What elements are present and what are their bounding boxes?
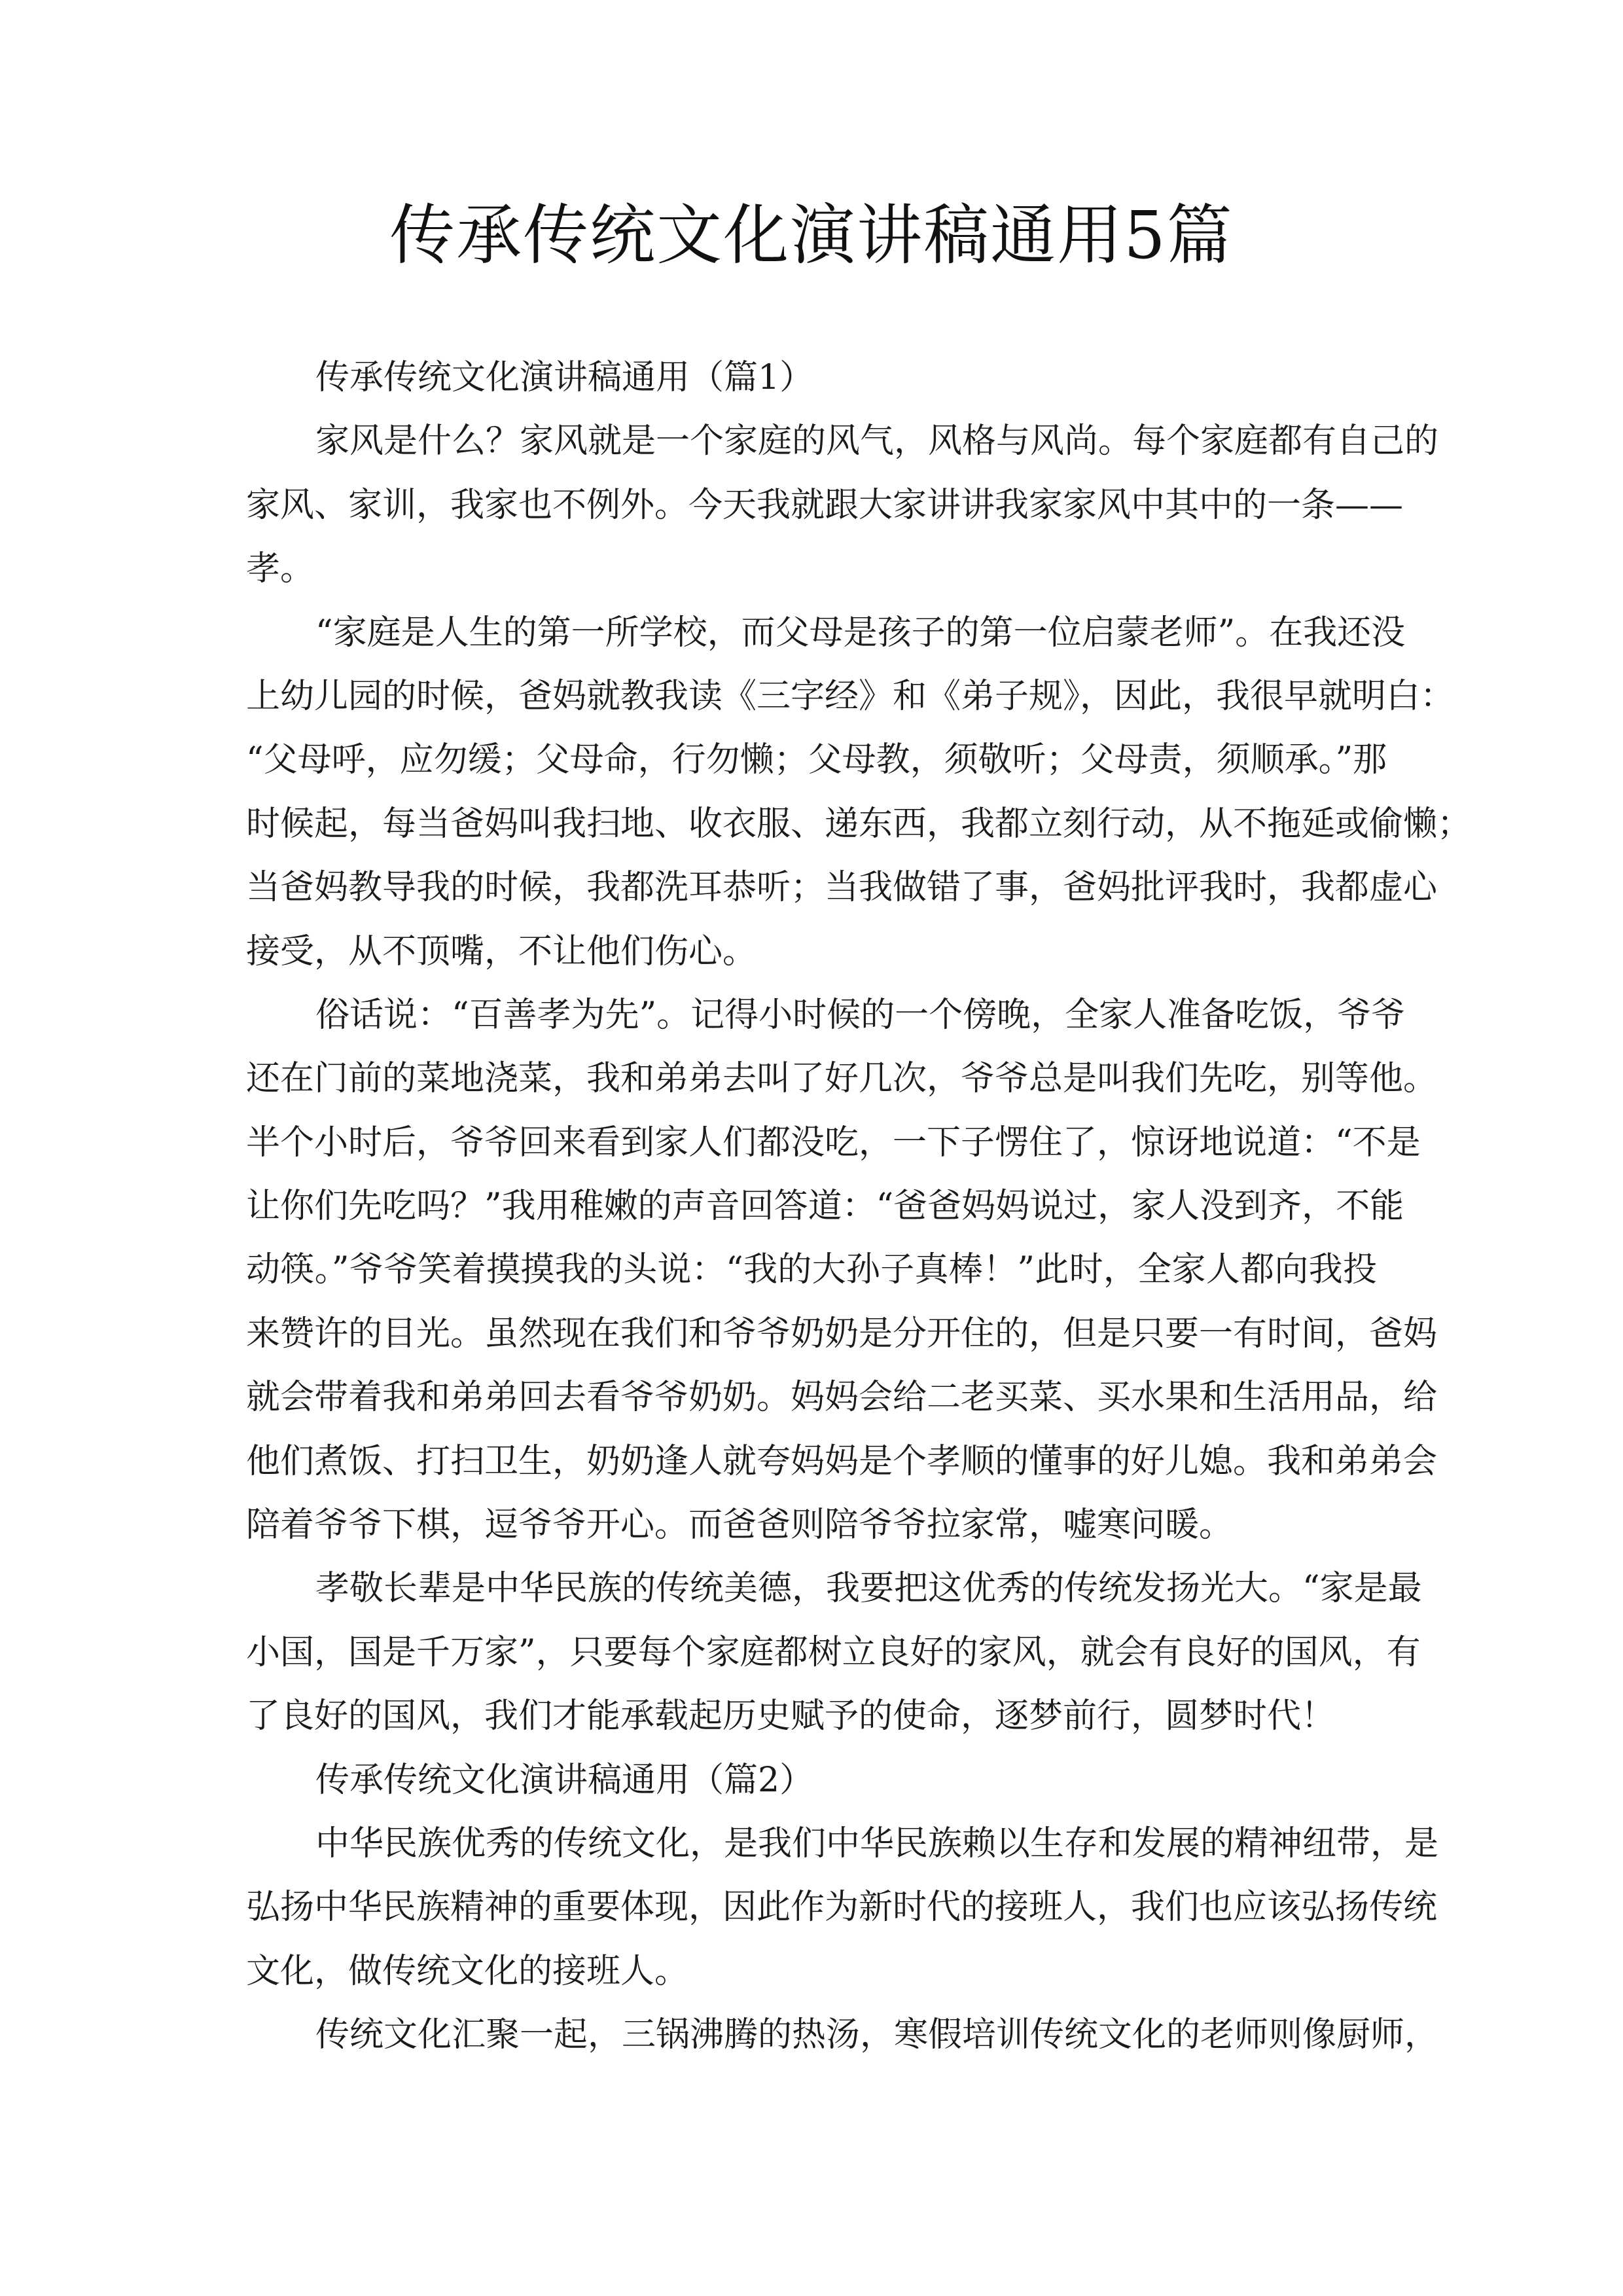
paragraph-line: 还在门前的菜地浇菜，我和弟弟去叫了好几次，爷爷总是叫我们先吃，别等他。 — [246, 1059, 1438, 1099]
paragraph-line: 动筷。”爷爷笑着摸摸我的头说：“我的大孙子真棒！”此时，全家人都向我投 — [246, 1250, 1377, 1290]
paragraph-line: 了良好的国风，我们才能承载起历史赋予的使命，逐梦前行，圆梦时代！ — [246, 1696, 1336, 1736]
paragraph-line: 中华民族优秀的传统文化，是我们中华民族赖以生存和发展的精神纽带，是 — [315, 1823, 1439, 1863]
paragraph-line: 弘扬中华民族精神的重要体现，因此作为新时代的接班人，我们也应该弘扬传统 — [246, 1888, 1438, 1928]
paragraph-line: 半个小时后，爷爷回来看到家人们都没吃，一下子愣住了，惊讶地说道：“不是 — [246, 1122, 1421, 1162]
paragraph-line: “父母呼，应勿缓；父母命，行勿懒；父母教，须敬听；父母责，须顺承。”那 — [246, 740, 1387, 780]
paragraph-line: 小国，国是千万家”，只要每个家庭都树立良好的家风，就会有良好的国风，有 — [246, 1632, 1421, 1672]
paragraph — [246, 1557, 1422, 1748]
paragraph-line: 就会带着我和弟弟回去看爷爷奶奶。妈妈会给二老买菜、买水果和生活用品，给 — [246, 1378, 1438, 1418]
paragraph-line: 传统文化汇聚一起，三锅沸腾的热汤，寒假培训传统文化的老师则像厨师， — [315, 2015, 1439, 2055]
paragraph-line: 当爸妈教导我的时候，我都洗耳恭听；当我做错了事，爸妈批评我时，我都虚心 — [246, 868, 1438, 908]
paragraph — [246, 410, 1439, 601]
paragraph-line: 文化，做传统文化的接班人。 — [246, 1951, 689, 1991]
paragraph-line: 孝。 — [246, 549, 315, 589]
paragraph-line: 家风、家训，我家也不例外。今天我就跟大家讲讲我家家风中其中的一条—— — [246, 485, 1404, 525]
paragraph-line: 上幼儿园的时候，爸妈就教我读《三字经》和《弟子规》，因此，我很早就明白： — [246, 676, 1455, 716]
paragraph-line: 俗话说：“百善孝为先”。记得小时候的一个傍晚，全家人准备吃饭，爷爷 — [315, 995, 1406, 1035]
document-body — [246, 346, 1472, 2068]
section-heading — [246, 1749, 1377, 1812]
paragraph-line: 让你们先吃吗？”我用稚嫩的声音回答道：“爸爸妈妈说过，家人没到齐，不能 — [246, 1187, 1404, 1227]
paragraph-line: 时候起，每当爸妈叫我扫地、收衣服、递东西，我都立刻行动，从不拖延或偷懒； — [246, 804, 1472, 844]
paragraph — [246, 2003, 1439, 2067]
paragraph-line: “家庭是人生的第一所学校，而父母是孩子的第一位启蒙老师”。在我还没 — [315, 613, 1406, 653]
paragraph-line: 他们煮饭、打扫卫生，奶奶逢人就夸妈妈是个孝顺的懂事的好儿媳。我和弟弟会 — [246, 1441, 1438, 1481]
paragraph-line: 来赞许的目光。虽然现在我们和爷爷奶奶是分开住的，但是只要一有时间，爸妈 — [246, 1314, 1438, 1354]
section-heading — [246, 346, 1377, 410]
heading-text: 传承传统文化演讲稿通用（篇2） — [315, 1760, 814, 1800]
paragraph — [246, 1812, 1439, 2003]
paragraph — [246, 984, 1438, 1558]
document-title: 传承传统文化演讲稿通用5篇 — [389, 197, 1234, 274]
heading-text: 传承传统文化演讲稿通用（篇1） — [315, 358, 814, 397]
paragraph-line: 孝敬长辈是中华民族的传统美德，我要把这优秀的传统发扬光大。“家是最 — [315, 1569, 1422, 1609]
paragraph-line: 陪着爷爷下棋，逗爷爷开心。而爸爸则陪爷爷拉家常，嘘寒问暖。 — [246, 1505, 1234, 1545]
paragraph-line: 家风是什么？家风就是一个家庭的风气，风格与风尚。每个家庭都有自己的 — [315, 422, 1439, 461]
paragraph-line: 接受，从不顶嘴，不让他们伤心。 — [246, 931, 757, 971]
paragraph — [246, 601, 1472, 984]
